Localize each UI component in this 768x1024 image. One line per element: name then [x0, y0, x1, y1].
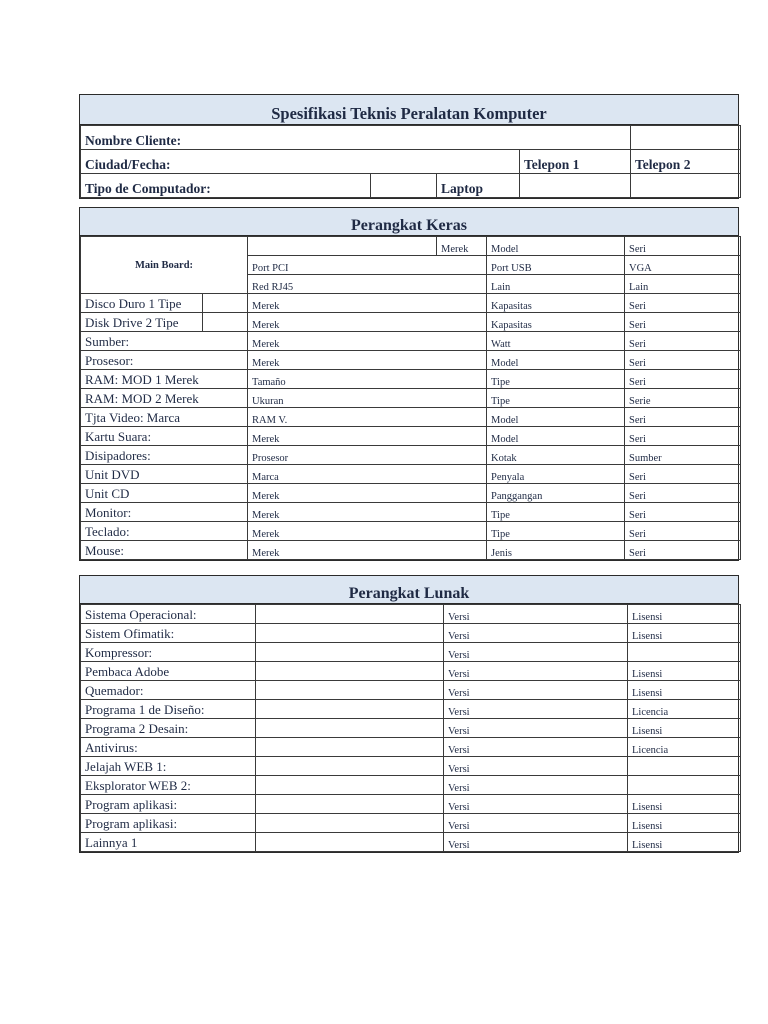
software-name-field[interactable] [256, 833, 444, 852]
versi-label: Versi [444, 719, 628, 738]
table-row [81, 522, 741, 541]
table-row [81, 795, 741, 814]
tipo-computador-field[interactable] [371, 174, 437, 198]
software-label: Lainnya 1 [81, 833, 256, 852]
versi-label: Versi [444, 681, 628, 700]
main-board-merek: Merek [437, 237, 487, 256]
spec-label: Tipe [487, 522, 625, 541]
component-label: Disipadores: [81, 446, 248, 465]
spec-label: RAM V. [248, 408, 487, 427]
software-name-field[interactable] [256, 776, 444, 795]
spec-label: Tipe [487, 389, 625, 408]
spec-label: Kapasitas [487, 294, 625, 313]
spec-label: Seri [625, 370, 741, 389]
component-label: Mouse: [81, 541, 248, 560]
table-row [81, 757, 741, 776]
form-title: Spesifikasi Teknis Peralatan Komputer [80, 95, 738, 125]
versi-label: Versi [444, 700, 628, 719]
versi-label: Versi [444, 757, 628, 776]
hardware-table [80, 236, 741, 560]
spec-label: Prosesor [248, 446, 487, 465]
software-name-field[interactable] [256, 662, 444, 681]
lisensi-label [628, 757, 741, 776]
spec-label: Model [487, 427, 625, 446]
versi-label: Versi [444, 605, 628, 624]
spec-label: Merek [248, 503, 487, 522]
spec-label: Seri [625, 465, 741, 484]
table-row [81, 370, 741, 389]
spec-label: Seri [625, 484, 741, 503]
spec-label: Seri [625, 522, 741, 541]
component-label: Kartu Suara: [81, 427, 248, 446]
table-row [81, 814, 741, 833]
table-row [81, 313, 741, 332]
software-name-field[interactable] [256, 719, 444, 738]
table-row [81, 332, 741, 351]
table-row [81, 719, 741, 738]
spec-label: Seri [625, 503, 741, 522]
table-row [81, 465, 741, 484]
vga-label: VGA [625, 256, 741, 275]
component-label: Unit CD [81, 484, 248, 503]
lisensi-label: Lisensi [628, 719, 741, 738]
versi-label: Versi [444, 833, 628, 852]
table-row [81, 700, 741, 719]
spec-label: Model [487, 351, 625, 370]
component-label: Sumber: [81, 332, 248, 351]
software-label: Sistema Operacional: [81, 605, 256, 624]
component-field[interactable] [203, 294, 248, 313]
table-row [81, 389, 741, 408]
spec-label: Merek [248, 484, 487, 503]
lisensi-label [628, 776, 741, 795]
versi-label: Versi [444, 624, 628, 643]
spec-label: Watt [487, 332, 625, 351]
spec-label: Merek [248, 522, 487, 541]
table-row [81, 294, 741, 313]
software-label: Programa 2 Desain: [81, 719, 256, 738]
spec-label: Seri [625, 427, 741, 446]
lain-label: Lain [487, 275, 625, 294]
red-rj45-label: Red RJ45 [248, 275, 487, 294]
nombre-cliente-field[interactable] [631, 126, 741, 150]
software-label: Programa 1 de Diseño: [81, 700, 256, 719]
spec-label: Serie [625, 389, 741, 408]
table-row [81, 446, 741, 465]
software-title: Perangkat Lunak [80, 576, 738, 604]
software-section [79, 575, 739, 853]
table-row [81, 681, 741, 700]
versi-label: Versi [444, 814, 628, 833]
table-row [81, 662, 741, 681]
port-usb-label: Port USB [487, 256, 625, 275]
lisensi-label: Lisensi [628, 662, 741, 681]
software-name-field[interactable] [256, 624, 444, 643]
table-row [81, 484, 741, 503]
table-row [81, 427, 741, 446]
software-label: Sistem Ofimatik: [81, 624, 256, 643]
spec-label: Seri [625, 313, 741, 332]
software-label: Pembaca Adobe [81, 662, 256, 681]
spec-label: Seri [625, 541, 741, 560]
spec-label: Kapasitas [487, 313, 625, 332]
software-name-field[interactable] [256, 795, 444, 814]
software-name-field[interactable] [256, 605, 444, 624]
lisensi-label: Licencia [628, 738, 741, 757]
ciudad-fecha-label: Ciudad/Fecha: [81, 150, 520, 174]
spec-label: Marca [248, 465, 487, 484]
software-name-field[interactable] [256, 643, 444, 662]
spec-label: Tipe [487, 503, 625, 522]
table-row [81, 833, 741, 852]
software-name-field[interactable] [256, 700, 444, 719]
telepon1-field[interactable] [520, 174, 631, 198]
versi-label: Versi [444, 795, 628, 814]
main-board-label: Main Board: [81, 237, 248, 294]
component-label: RAM: MOD 1 Merek [81, 370, 248, 389]
software-name-field[interactable] [256, 681, 444, 700]
table-row [81, 643, 741, 662]
main-board-model: Model [487, 237, 625, 256]
main-board-field[interactable] [248, 237, 437, 256]
table-row [81, 605, 741, 624]
table-row [81, 738, 741, 757]
component-label: Unit DVD [81, 465, 248, 484]
spec-label: Merek [248, 541, 487, 560]
table-row [81, 408, 741, 427]
spec-label: Seri [625, 351, 741, 370]
spec-label: Seri [625, 294, 741, 313]
table-row [81, 503, 741, 522]
hardware-title: Perangkat Keras [80, 208, 738, 236]
telepon2-field[interactable] [631, 174, 741, 198]
software-name-field[interactable] [256, 738, 444, 757]
software-label: Antivirus: [81, 738, 256, 757]
software-label: Jelajah WEB 1: [81, 757, 256, 776]
table-row [81, 624, 741, 643]
component-label: Teclado: [81, 522, 248, 541]
lisensi-label: Lisensi [628, 681, 741, 700]
lain-label: Lain [625, 275, 741, 294]
spec-label: Merek [248, 332, 487, 351]
software-name-field[interactable] [256, 814, 444, 833]
hardware-section [79, 207, 739, 561]
lisensi-label: Licencia [628, 700, 741, 719]
component-label: Monitor: [81, 503, 248, 522]
client-info-section [79, 94, 739, 199]
component-label: Tjta Video: Marca [81, 408, 248, 427]
spec-label: Merek [248, 313, 487, 332]
lisensi-label [628, 643, 741, 662]
spec-label: Kotak [487, 446, 625, 465]
telepon1-label: Telepon 1 [520, 150, 631, 174]
lisensi-label: Lisensi [628, 833, 741, 852]
port-pci-label: Port PCI [248, 256, 487, 275]
component-label: Prosesor: [81, 351, 248, 370]
table-row [81, 541, 741, 560]
lisensi-label: Lisensi [628, 605, 741, 624]
spec-label: Merek [248, 294, 487, 313]
table-row [81, 351, 741, 370]
software-label: Eksplorator WEB 2: [81, 776, 256, 795]
software-label: Program aplikasi: [81, 795, 256, 814]
spec-label: Merek [248, 427, 487, 446]
lisensi-label: Lisensi [628, 795, 741, 814]
lisensi-label: Lisensi [628, 624, 741, 643]
telepon2-label: Telepon 2 [631, 150, 741, 174]
component-label: RAM: MOD 2 Merek [81, 389, 248, 408]
software-label: Quemador: [81, 681, 256, 700]
table-row [81, 776, 741, 795]
spec-label: Tipe [487, 370, 625, 389]
spec-label: Panggangan [487, 484, 625, 503]
main-board-seri: Seri [625, 237, 741, 256]
software-name-field[interactable] [256, 757, 444, 776]
spec-label: Tamaño [248, 370, 487, 389]
versi-label: Versi [444, 662, 628, 681]
component-label: Disk Drive 2 Tipe [81, 313, 203, 332]
versi-label: Versi [444, 738, 628, 757]
spec-label: Model [487, 408, 625, 427]
versi-label: Versi [444, 776, 628, 795]
software-label: Program aplikasi: [81, 814, 256, 833]
client-info-table [80, 125, 741, 198]
spec-label: Seri [625, 332, 741, 351]
spec-label: Seri [625, 408, 741, 427]
spec-label: Sumber [625, 446, 741, 465]
spec-label: Merek [248, 351, 487, 370]
software-label: Kompressor: [81, 643, 256, 662]
spec-label: Jenis [487, 541, 625, 560]
software-table [80, 604, 741, 852]
laptop-label: Laptop [437, 174, 520, 198]
versi-label: Versi [444, 643, 628, 662]
tipo-computador-label: Tipo de Computador: [81, 174, 371, 198]
component-label: Disco Duro 1 Tipe [81, 294, 203, 313]
lisensi-label: Lisensi [628, 814, 741, 833]
spec-label: Penyala [487, 465, 625, 484]
component-field[interactable] [203, 313, 248, 332]
nombre-cliente-label: Nombre Cliente: [81, 126, 631, 150]
spec-label: Ukuran [248, 389, 487, 408]
